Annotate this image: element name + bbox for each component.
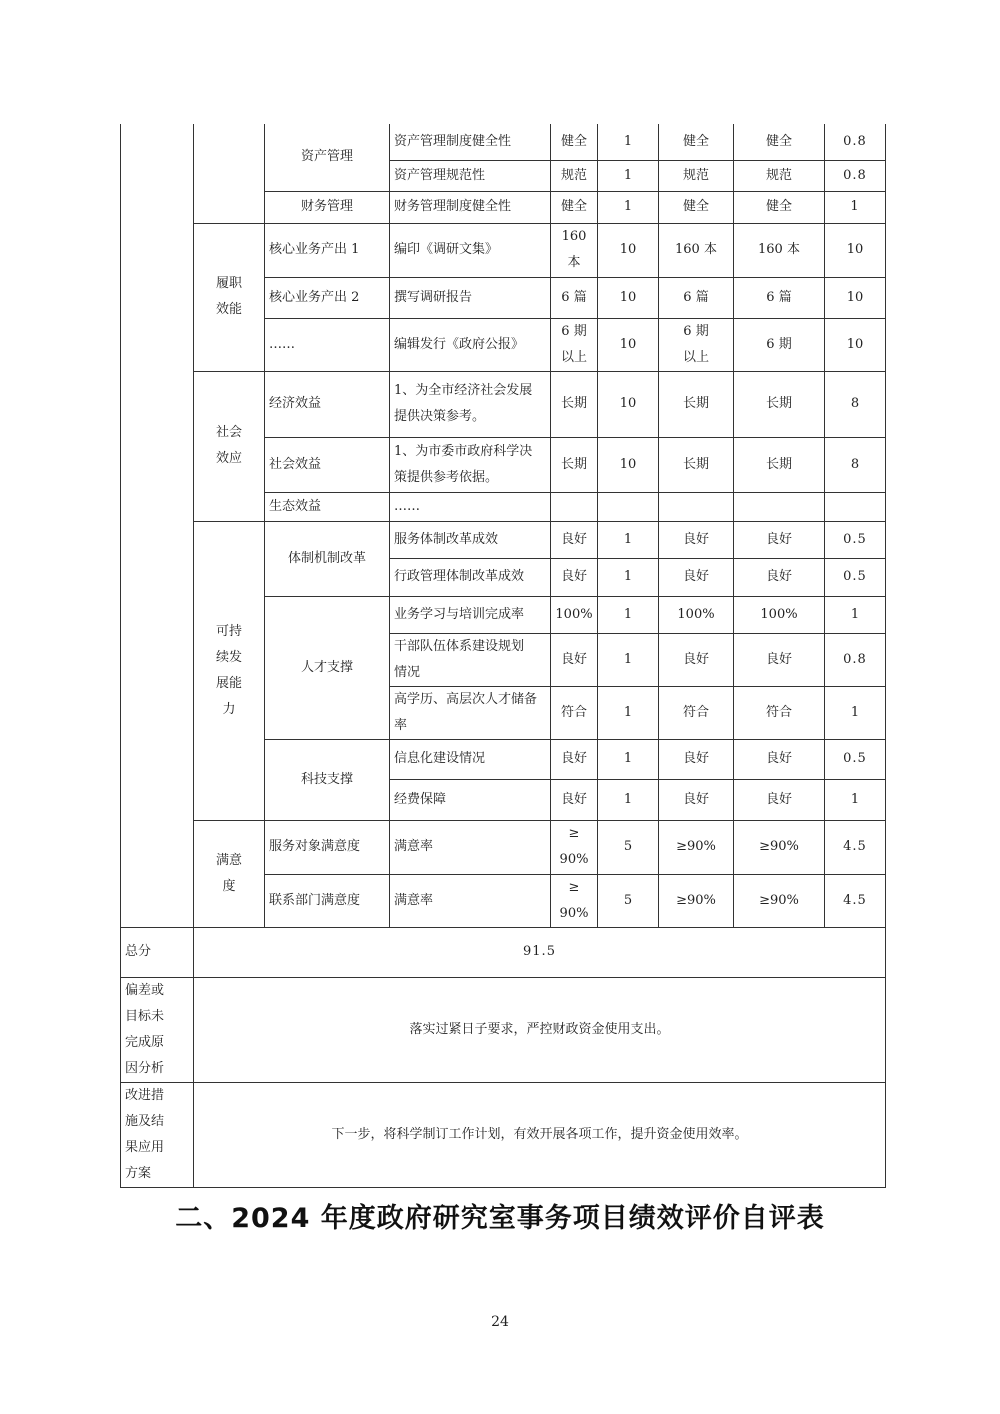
indicator-cell: 资产管理制度健全性: [390, 124, 551, 160]
deviation-row: [121, 977, 886, 1082]
score-cell: 4.5: [825, 874, 886, 927]
target-cell: 符合: [551, 686, 598, 739]
level3-cell: 核心业务产出 2: [265, 277, 390, 318]
deviation-label: 偏差或 目标未 完成原 因分析: [121, 977, 194, 1082]
actual-cell: 规范: [659, 160, 734, 191]
actual-cell: 良好: [659, 521, 734, 558]
indicator-cell: 满意率: [390, 820, 551, 874]
table-row: [121, 521, 886, 558]
score-cell: 1: [825, 686, 886, 739]
score-cell: 10: [825, 318, 886, 371]
score-cell: 1: [825, 596, 886, 633]
target-cell: 良好: [551, 521, 598, 558]
weight-cell: 1: [598, 160, 659, 191]
expected-cell: ≥90%: [734, 820, 825, 874]
target-cell: 良好: [551, 739, 598, 779]
expected-cell: ≥90%: [734, 874, 825, 927]
level3-cell: 生态效益: [265, 492, 390, 521]
score-cell: 1: [825, 779, 886, 820]
weight-cell: 10: [598, 277, 659, 318]
weight-cell: 1: [598, 739, 659, 779]
indicator-cell: 行政管理体制改革成效: [390, 558, 551, 596]
indicator-cell: 财务管理制度健全性: [390, 191, 551, 223]
score-cell: 10: [825, 277, 886, 318]
level2-cell: [194, 124, 265, 223]
indicator-cell: 业务学习与培训完成率: [390, 596, 551, 633]
actual-cell: 良好: [659, 633, 734, 686]
table-row: [121, 223, 886, 277]
expected-cell: 良好: [734, 739, 825, 779]
level3-cell: 服务对象满意度: [265, 820, 390, 874]
expected-cell: 100%: [734, 596, 825, 633]
target-cell: 长期: [551, 371, 598, 437]
weight-cell: 1: [598, 124, 659, 160]
table-row: [121, 124, 886, 160]
weight-cell: 10: [598, 437, 659, 492]
indicator-cell: 资产管理规范性: [390, 160, 551, 191]
level3-cell: 体制机制改革: [265, 521, 390, 596]
score-cell: 0.8: [825, 160, 886, 191]
indicator-cell: 经费保障: [390, 779, 551, 820]
indicator-cell: ……: [390, 492, 551, 521]
level3-cell: 经济效益: [265, 371, 390, 437]
actual-cell: 良好: [659, 739, 734, 779]
level3-cell: ……: [265, 318, 390, 371]
target-cell: 100%: [551, 596, 598, 633]
target-cell: ≥ 90%: [551, 820, 598, 874]
expected-cell: 良好: [734, 558, 825, 596]
actual-cell: 健全: [659, 124, 734, 160]
level3-cell: 联系部门满意度: [265, 874, 390, 927]
target-cell: 良好: [551, 633, 598, 686]
target-cell: 6 篇: [551, 277, 598, 318]
score-cell: 0.5: [825, 739, 886, 779]
score-cell: [825, 492, 886, 521]
score-cell: 10: [825, 223, 886, 277]
target-cell: ≥ 90%: [551, 874, 598, 927]
level3-cell: 人才支撑: [265, 596, 390, 739]
actual-cell: 健全: [659, 191, 734, 223]
score-cell: 0.8: [825, 124, 886, 160]
target-cell: 良好: [551, 779, 598, 820]
actual-cell: 6 篇: [659, 277, 734, 318]
score-cell: 1: [825, 191, 886, 223]
score-cell: 8: [825, 437, 886, 492]
weight-cell: 10: [598, 223, 659, 277]
total-row: [121, 927, 886, 977]
score-cell: 0.5: [825, 521, 886, 558]
weight-cell: 1: [598, 686, 659, 739]
target-cell: 长期: [551, 437, 598, 492]
indicator-cell: 服务体制改革成效: [390, 521, 551, 558]
deviation-text: 落实过紧日子要求，严控财政资金使用支出。: [194, 977, 886, 1082]
table-row: [121, 371, 886, 437]
expected-cell: 良好: [734, 779, 825, 820]
actual-cell: 160 本: [659, 223, 734, 277]
actual-cell: 100%: [659, 596, 734, 633]
improvement-row: [121, 1082, 886, 1187]
level3-cell: 资产管理: [265, 124, 390, 191]
indicator-cell: 满意率: [390, 874, 551, 927]
score-cell: 0.8: [825, 633, 886, 686]
actual-cell: ≥90%: [659, 820, 734, 874]
actual-cell: 良好: [659, 558, 734, 596]
actual-cell: 6 期 以上: [659, 318, 734, 371]
level3-cell: 核心业务产出 1: [265, 223, 390, 277]
expected-cell: 符合: [734, 686, 825, 739]
score-cell: 4.5: [825, 820, 886, 874]
actual-cell: 长期: [659, 371, 734, 437]
improvement-text: 下一步，将科学制订工作计划，有效开展各项工作，提升资金使用效率。: [194, 1082, 886, 1187]
expected-cell: 160 本: [734, 223, 825, 277]
level1-cell: [121, 124, 194, 927]
indicator-cell: 信息化建设情况: [390, 739, 551, 779]
level2-cell-social: 社会 效应: [194, 371, 265, 521]
actual-cell: 良好: [659, 779, 734, 820]
indicator-cell: 撰写调研报告: [390, 277, 551, 318]
weight-cell: 1: [598, 633, 659, 686]
table-row: [121, 820, 886, 874]
actual-cell: ≥90%: [659, 874, 734, 927]
weight-cell: [598, 492, 659, 521]
expected-cell: 长期: [734, 437, 825, 492]
total-score: 91.5: [194, 927, 886, 977]
expected-cell: 规范: [734, 160, 825, 191]
expected-cell: [734, 492, 825, 521]
indicator-cell: 编辑发行《政府公报》: [390, 318, 551, 371]
weight-cell: 1: [598, 779, 659, 820]
weight-cell: 5: [598, 874, 659, 927]
improvement-label: 改进措 施及结 果应用 方案: [121, 1082, 194, 1187]
total-label: 总分: [121, 927, 194, 977]
target-cell: [551, 492, 598, 521]
section-title: 二、2024 年度政府研究室事务项目绩效评价自评表: [175, 1203, 825, 1234]
score-cell: 0.5: [825, 558, 886, 596]
expected-cell: 良好: [734, 633, 825, 686]
level2-cell-sustainability: 可持 续发 展能 力: [194, 521, 265, 820]
weight-cell: 1: [598, 521, 659, 558]
indicator-cell: 高学历、高层次人才储备 率: [390, 686, 551, 739]
indicator-cell: 编印《调研文集》: [390, 223, 551, 277]
actual-cell: 符合: [659, 686, 734, 739]
actual-cell: [659, 492, 734, 521]
expected-cell: 长期: [734, 371, 825, 437]
target-cell: 6 期 以上: [551, 318, 598, 371]
weight-cell: 10: [598, 371, 659, 437]
level3-cell: 财务管理: [265, 191, 390, 223]
expected-cell: 健全: [734, 191, 825, 223]
weight-cell: 5: [598, 820, 659, 874]
weight-cell: 1: [598, 191, 659, 223]
expected-cell: 6 期: [734, 318, 825, 371]
score-cell: 8: [825, 371, 886, 437]
expected-cell: 6 篇: [734, 277, 825, 318]
expected-cell: 良好: [734, 521, 825, 558]
target-cell: 规范: [551, 160, 598, 191]
actual-cell: 长期: [659, 437, 734, 492]
target-cell: 健全: [551, 191, 598, 223]
page-number: 24: [491, 1314, 509, 1330]
target-cell: 良好: [551, 558, 598, 596]
level2-cell-satisfaction: 满意 度: [194, 820, 265, 927]
level3-cell: 社会效益: [265, 437, 390, 492]
weight-cell: 1: [598, 596, 659, 633]
indicator-cell: 1、为全市经济社会发展 提供决策参考。: [390, 371, 551, 437]
weight-cell: 1: [598, 558, 659, 596]
level3-cell: 科技支撑: [265, 739, 390, 820]
indicator-cell: 1、为市委市政府科学决 策提供参考依据。: [390, 437, 551, 492]
target-cell: 健全: [551, 124, 598, 160]
target-cell: 160 本: [551, 223, 598, 277]
level2-cell-performance: 履职 效能: [194, 223, 265, 371]
weight-cell: 10: [598, 318, 659, 371]
indicator-cell: 干部队伍体系建设规划 情况: [390, 633, 551, 686]
performance-evaluation-table: [120, 124, 886, 1188]
expected-cell: 健全: [734, 124, 825, 160]
